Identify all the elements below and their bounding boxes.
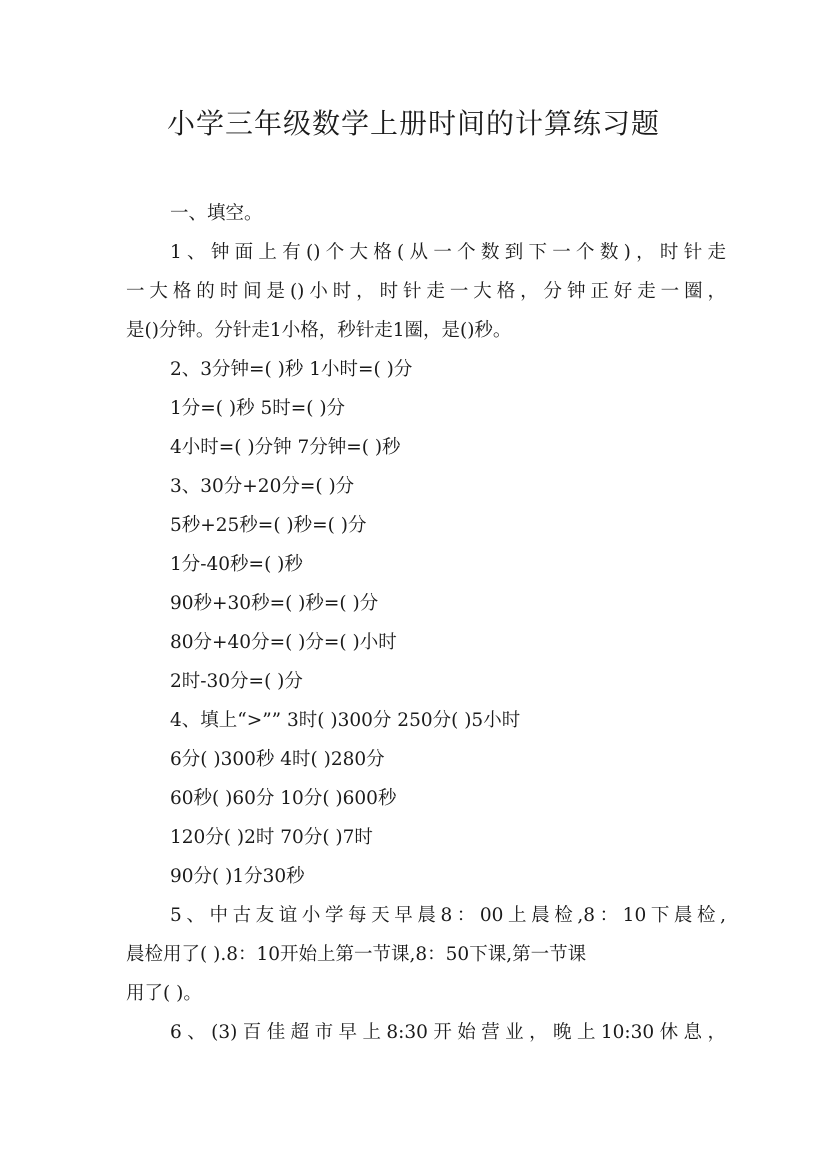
text-line: 60秒( )60分 10分( )600秒 [170, 788, 397, 809]
text-line: 5秒+25秒=( )秒=( )分 [170, 515, 367, 536]
text-line: 晨检用了( ).8：10开始上第一节课,8：50下课,第一节课 [126, 944, 587, 965]
text-line: 2时-30分=( )分 [170, 671, 303, 692]
text-line: 4小时=( )分钟 7分钟=( )秒 [170, 437, 401, 458]
text-line: 6、(3)百佳超市早上8:30开始营业，晚上10:30休息， [170, 1022, 726, 1043]
text-line: 90分( )1分30秒 [170, 866, 305, 887]
document-title: 小学三年级数学上册时间的计算练习题 [166, 107, 660, 140]
text-line: 4、填上“>”” 3时( )300分 250分( )5小时 [170, 710, 521, 731]
text-line: 一、填空。 [170, 203, 263, 224]
text-line: 3、30分+20分=( )分 [170, 476, 355, 497]
text-line: 一大格的时间是()小时，时针走一大格，分钟正好走一圈， [126, 281, 726, 302]
text-line: 6分( )300秒 4时( )280分 [170, 749, 385, 770]
document-body [126, 194, 726, 1052]
text-line: 是()分钟。分针走1小格，秒针走1圈，是()秒。 [126, 320, 512, 341]
text-line: 5、中古友谊小学每天早晨8：00上晨检,8：10下晨检, [170, 905, 726, 926]
text-line: 1、钟面上有()个大格(从一个数到下一个数)，时针走 [170, 242, 726, 263]
text-line: 2、3分钟=( )秒 1小时=( )分 [170, 359, 413, 380]
text-line: 1分=( )秒 5时=( )分 [170, 398, 346, 419]
text-line: 用了( )。 [126, 983, 202, 1004]
text-line: 1分-40秒=( )秒 [170, 554, 303, 575]
text-line: 80分+40分=( )分=( )小时 [170, 632, 397, 653]
text-line: 120分( )2时 70分( )7时 [170, 827, 373, 848]
text-line: 90秒+30秒=( )秒=( )分 [170, 593, 379, 614]
